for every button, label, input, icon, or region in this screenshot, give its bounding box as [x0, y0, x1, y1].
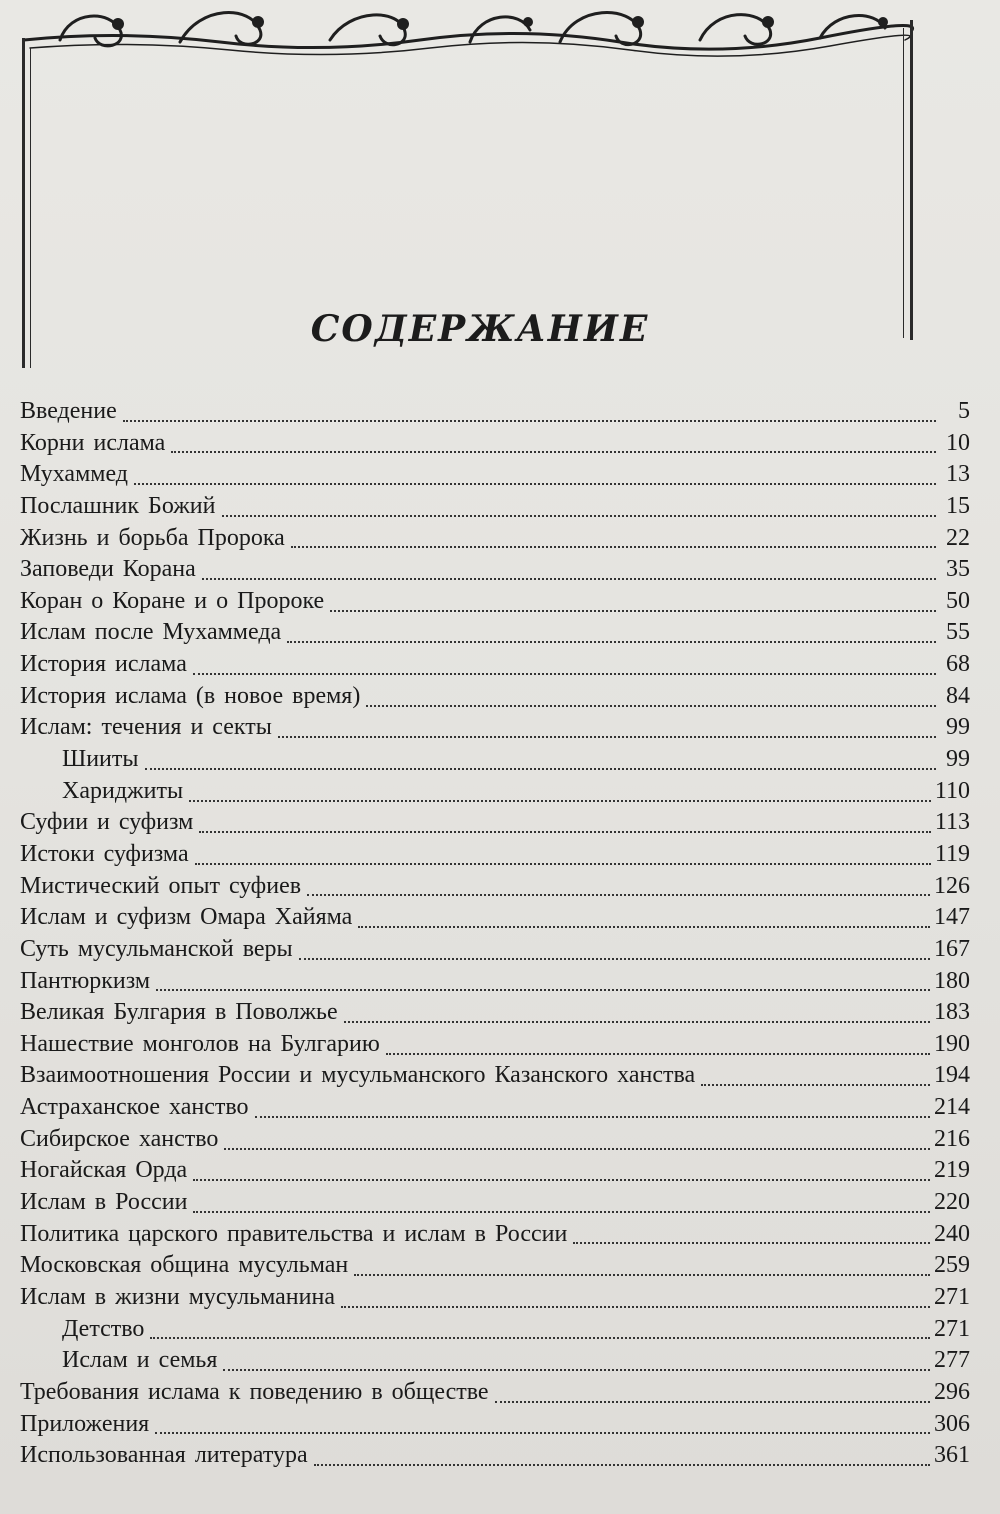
toc-entry-page-number: 240	[934, 1220, 970, 1247]
toc-leader-dots	[189, 800, 931, 802]
toc-entry	[20, 1314, 970, 1346]
toc-entry-title: Шииты	[62, 746, 139, 773]
toc-entry-title: Пантюркизм	[20, 967, 151, 994]
toc-entry-page-number: 99	[946, 714, 970, 741]
toc-entry-page-number: 22	[946, 524, 970, 551]
toc-entry-title: Ногайская Орда	[20, 1157, 188, 1184]
toc-entry-page-number: 180	[934, 967, 970, 994]
toc-leader-dots	[150, 1337, 930, 1339]
toc-entry	[20, 966, 970, 998]
toc-leader-dots	[134, 483, 936, 485]
toc-entry	[20, 712, 970, 744]
toc-entry-page-number: 190	[934, 1030, 970, 1057]
toc-entry	[20, 681, 970, 713]
toc-entry	[20, 491, 970, 523]
toc-entry-title: Московская община мусульман	[20, 1252, 349, 1279]
toc-leader-dots	[156, 989, 930, 991]
toc-entry	[20, 1440, 970, 1472]
toc-entry	[20, 744, 970, 776]
toc-entry-page-number: 5	[958, 398, 970, 424]
toc-entry-page-number: 306	[934, 1410, 970, 1437]
toc-leader-dots	[366, 705, 936, 707]
toc-entry	[20, 997, 970, 1029]
toc-leader-dots	[291, 546, 936, 548]
toc-entry-page-number: 220	[934, 1189, 970, 1216]
toc-entry-title: История ислама (в новое время)	[20, 682, 361, 709]
toc-leader-dots	[354, 1274, 930, 1276]
toc-entry	[20, 1155, 970, 1187]
toc-leader-dots	[314, 1464, 930, 1466]
toc-entry-title: Жизнь и борьба Пророка	[20, 524, 285, 551]
toc-entry	[20, 1409, 970, 1441]
toc-entry	[20, 1060, 970, 1092]
toc-leader-dots	[330, 610, 936, 612]
toc-leader-dots	[224, 1148, 930, 1150]
toc-entry-title: Использованная литература	[20, 1442, 308, 1469]
toc-entry	[20, 523, 970, 555]
toc-entry	[20, 1282, 970, 1314]
frame-right-inner-border	[903, 28, 904, 338]
toc-entry-title: Ислам и семья	[62, 1347, 218, 1374]
toc-entry-title: Ислам в России	[20, 1189, 188, 1216]
toc-entry	[20, 1092, 970, 1124]
toc-leader-dots	[195, 863, 931, 865]
toc-entry-page-number: 271	[934, 1315, 970, 1342]
toc-leader-dots	[307, 894, 930, 896]
frame-right-border	[910, 20, 913, 340]
toc-entry-title: Корни ислама	[20, 429, 166, 456]
toc-entry-title: Мистический опыт суфиев	[20, 872, 302, 899]
toc-entry	[20, 1029, 970, 1061]
toc-leader-dots	[287, 641, 936, 643]
toc-entry-title: Ислам и суфизм Омара Хайяма	[20, 904, 353, 931]
toc-entry-page-number: 167	[934, 935, 970, 962]
toc-entry	[20, 554, 970, 586]
toc-entry	[20, 1187, 970, 1219]
toc-leader-dots	[358, 926, 930, 928]
toc-entry-page-number: 194	[934, 1062, 970, 1089]
toc-leader-dots	[223, 1369, 930, 1371]
toc-entry	[20, 934, 970, 966]
toc-entry-title: Ислам после Мухаммеда	[20, 619, 282, 646]
toc-entry-title: История ислама	[20, 651, 187, 678]
toc-entry	[20, 1377, 970, 1409]
toc-entry	[20, 617, 970, 649]
toc-entry-page-number: 15	[946, 492, 970, 519]
toc-leader-dots	[145, 768, 936, 770]
toc-entry-page-number: 219	[934, 1157, 970, 1184]
toc-entry-page-number: 110	[934, 777, 970, 804]
toc-entry	[20, 871, 970, 903]
toc-entry	[20, 807, 970, 839]
toc-leader-dots	[495, 1401, 930, 1403]
toc-entry-title: Суть мусульманской веры	[20, 935, 293, 962]
toc-leader-dots	[193, 1211, 930, 1213]
toc-leader-dots	[202, 578, 936, 580]
toc-entry-title: Нашествие монголов на Булгарию	[20, 1030, 380, 1057]
toc-leader-dots	[701, 1084, 930, 1086]
toc-entry-page-number: 214	[934, 1094, 970, 1121]
toc-entry-page-number: 84	[946, 682, 970, 709]
toc-entry-title: Великая Булгария в Поволжье	[20, 999, 338, 1026]
toc-entry-page-number: 68	[946, 651, 970, 678]
toc-entry	[20, 459, 970, 491]
toc-entry	[20, 902, 970, 934]
toc-leader-dots	[171, 451, 936, 453]
toc-entry-page-number: 216	[934, 1125, 970, 1152]
toc-entry-title: Сибирское ханство	[20, 1125, 219, 1152]
toc-entry-page-number: 147	[934, 904, 970, 931]
toc-leader-dots	[155, 1432, 930, 1434]
toc-entry-page-number: 277	[934, 1347, 970, 1374]
toc-entry-title: Истоки суфизма	[20, 840, 189, 867]
toc-entry	[20, 428, 970, 460]
toc-entry	[20, 1124, 970, 1156]
toc-entry	[20, 839, 970, 871]
toc-entry	[20, 776, 970, 808]
toc-entry-title: Ислам в жизни мусульманина	[20, 1283, 335, 1310]
toc-leader-dots	[222, 515, 937, 517]
toc-entry-page-number: 361	[934, 1442, 970, 1469]
toc-entry	[20, 1219, 970, 1251]
toc-entry-title: Послашник Божий	[20, 492, 216, 519]
toc-leader-dots	[193, 673, 936, 675]
toc-entry-page-number: 259	[934, 1252, 970, 1279]
toc-entry-title: Политика царского правительства и ислам в России	[20, 1220, 568, 1247]
toc-entry-title: Мухаммед	[20, 461, 128, 488]
toc-entry	[20, 396, 970, 428]
toc-entry	[20, 649, 970, 681]
toc-entry-title: Заповеди Корана	[20, 556, 196, 583]
toc-entry-title: Хариджиты	[62, 777, 184, 804]
toc-entry-title: Введение	[20, 398, 117, 424]
toc-leader-dots	[573, 1242, 930, 1244]
toc-entry-title: Взаимоотношения России и мусульманского Казанского ханства	[20, 1062, 696, 1089]
page-title: СОДЕРЖАНИЕ	[310, 308, 650, 350]
toc-entry	[20, 586, 970, 618]
toc-entry-title: Ислам: течения и секты	[20, 714, 272, 741]
toc-entry-page-number: 35	[946, 556, 970, 583]
toc-entry-title: Детство	[62, 1315, 145, 1342]
toc-leader-dots	[278, 736, 936, 738]
toc-entry-page-number: 13	[946, 461, 970, 488]
toc-leader-dots	[341, 1306, 930, 1308]
toc-leader-dots	[255, 1116, 930, 1118]
toc-entry-page-number: 10	[946, 429, 970, 456]
table-of-contents	[20, 396, 970, 1472]
toc-entry-page-number: 99	[946, 746, 970, 773]
decorative-ornament-icon	[0, 0, 1000, 110]
toc-leader-dots	[199, 831, 931, 833]
toc-entry-page-number: 113	[934, 809, 970, 836]
toc-entry-page-number: 271	[934, 1283, 970, 1310]
toc-entry-title: Коран о Коране и о Пророке	[20, 587, 325, 614]
toc-entry-page-number: 126	[934, 872, 970, 899]
toc-entry-page-number: 50	[946, 587, 970, 614]
toc-entry-page-number: 55	[946, 619, 970, 646]
toc-entry-title: Суфии и суфизм	[20, 809, 194, 836]
toc-leader-dots	[299, 958, 930, 960]
toc-leader-dots	[123, 420, 936, 422]
toc-entry	[20, 1250, 970, 1282]
toc-leader-dots	[193, 1179, 930, 1181]
toc-leader-dots	[386, 1053, 930, 1055]
toc-entry-page-number: 119	[934, 840, 970, 867]
toc-entry-title: Астраханское ханство	[20, 1094, 249, 1121]
toc-entry-title: Приложения	[20, 1410, 150, 1437]
toc-leader-dots	[344, 1021, 930, 1023]
toc-entry-page-number: 296	[934, 1378, 970, 1405]
toc-entry	[20, 1345, 970, 1377]
toc-entry-page-number: 183	[934, 999, 970, 1026]
toc-entry-title: Требования ислама к поведению в обществе	[20, 1378, 489, 1405]
